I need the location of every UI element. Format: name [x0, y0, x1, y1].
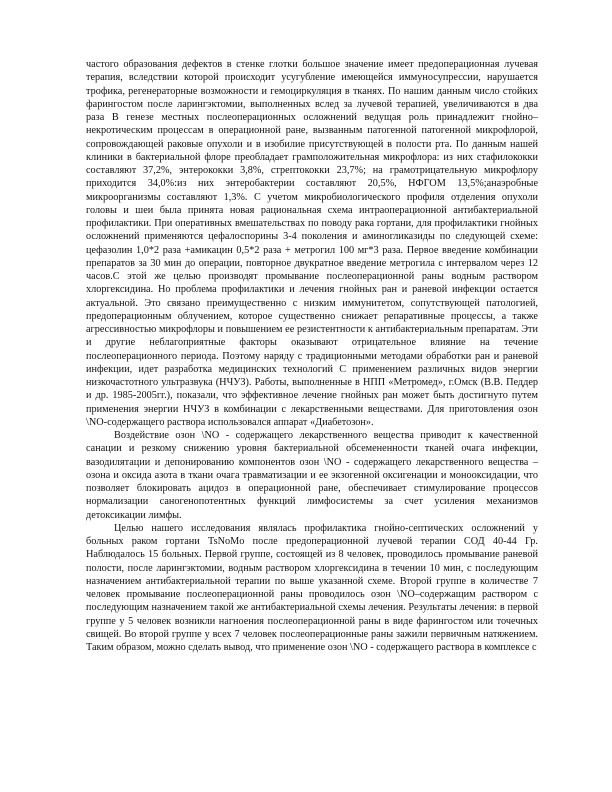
paragraph-3: Целью нашего исследования являлась профилактика гнойно-септических осложнений у больных раком гортани TsNoMo после предоперационной лучевой терапии СОД 40-44 Гр. Наблюдалось 15 больных. Первой группе, состоящей из 8 человек, проводилось промывание раневой полости, после ларингэктомии, водным раствором хлоргексидина в течении 10 мин, с последующим назначением антибактериальной терапии по выше указанной схеме. Второй группе в количестве 7 человек промывание послеоперационной раны проводилось озон \NO–содержащим раствором с последующим назначением такой же антибактериальной схемы лечения. Результаты лечения: в первой группе у 5 человек возникли нагноения послеоперационной раны в виде фарингостом или точечных свищей. Во второй группе у всех 7 человек послеоперационные раны зажили первичным натяжением. Таким образом, можно сделать вывод, что применение озон \NO - содержащего раствора в комплексе с [86, 522, 538, 653]
paragraph-2: Воздействие озон \NO - содержащего лекарственного вещества приводит к качественной санации и резкому снижению уровня бактериальной обсемененности тканей очага инфекции, вазодилятации и депонированию компонентов озон \NO - содержащего лекарственного вещества – озона и оксида азота в ткани очага травматизации и ее экзогенной оксигенации и монооксидации, что позволяет блокировать ацидоз в операционной ране, обеспечивает стимулирование процессов нормализации саногенопотентных функций лимфосистемы за счет усиления механизмов детоксикации лимфы. [86, 430, 538, 521]
document-page [86, 58, 538, 654]
paragraph-1: частого образования дефектов в стенке глотки большое значение имеет предоперационная лучевая терапия, вследствии которой происходит усугубление имеющейся иммуносупрессии, нарушается трофика, регенераторные возможности и гемоциркуляция в тканях. По нашим данным число стойких фарингостом после ларингэктомии, выполненных вслед за лучевой терапией, увеличиваются в два раза В генезе местных послеоперационных осложнений ведущая роль принадлежит гнойно–некротическим процессам в операционной ране, вызванным патогенной патогенной микрофлорой, сопровождающей раковые опухоли и в изобилие присутствующей в полости рта. По данным нашей клиники в бактериальной флоре преобладает грамположительная микрофлора: из них стафилококки составляют 37,2%, энтерококки 3,8%, стрептококки 23,7%; на грамотрицательную микрофлору приходится 34,0%:из них энтеробактерии составляют 20,5%, НФГОМ 13,5%;анаэробные микроорганизмы составляют 1,3%. С учетом микробиологического профиля отделения опухоли головы и шеи была принята новая рациональная схема интраоперационной антибактериальной профилактики. При оперативных вмешательствах по поводу рака гортани, для профилактики гнойных осложнений применяются цефалоспорины 3-4 поколения и аминогликазиды по следующей схеме: цефазолин 1,0*2 раза +амикацин 0,5*2 раза + метрогил 100 мг*3 раза. Первое введение комбинации препаратов за 30 мин до операции, повторное двукратное введение метрогила с интервалом через 12 часов.С этой же целью производят промывание послеоперационной раны водным раствором хлоргексидина. Но проблема профилактики и лечения гнойных ран и раневой инфекции остается актуальной. Это связано преимущественно с низким иммунитетом, сопутствующей патологией, предоперационным облучением, которое существенно снижает репаративные процессы, а также агрессивностью микрофлоры и повышением ее резистентности к антибактериальным препаратам. Эти и другие неблагоприятные факторы оказывают отрицательное влияние на течение послеоперационного периода. Поэтому наряду с традиционными методами обработки ран и раневой инфекции, идет разработка медицинских технологий С применением различных видов энергии низкочастотного ультразвука (НЧУЗ). Работы, выполненные в НПП «Метромед», г.Омск (В.В. Педдер и др. 1985-2005гг.), показали, что эффективное лечение гнойных ран может быть достигнуто путем применения энергии НЧУЗ в комбинации с лекарственными веществами. Для приготовления озон \NO-содержащего раствора использовался аппарат «Диабетозон». [86, 59, 538, 428]
